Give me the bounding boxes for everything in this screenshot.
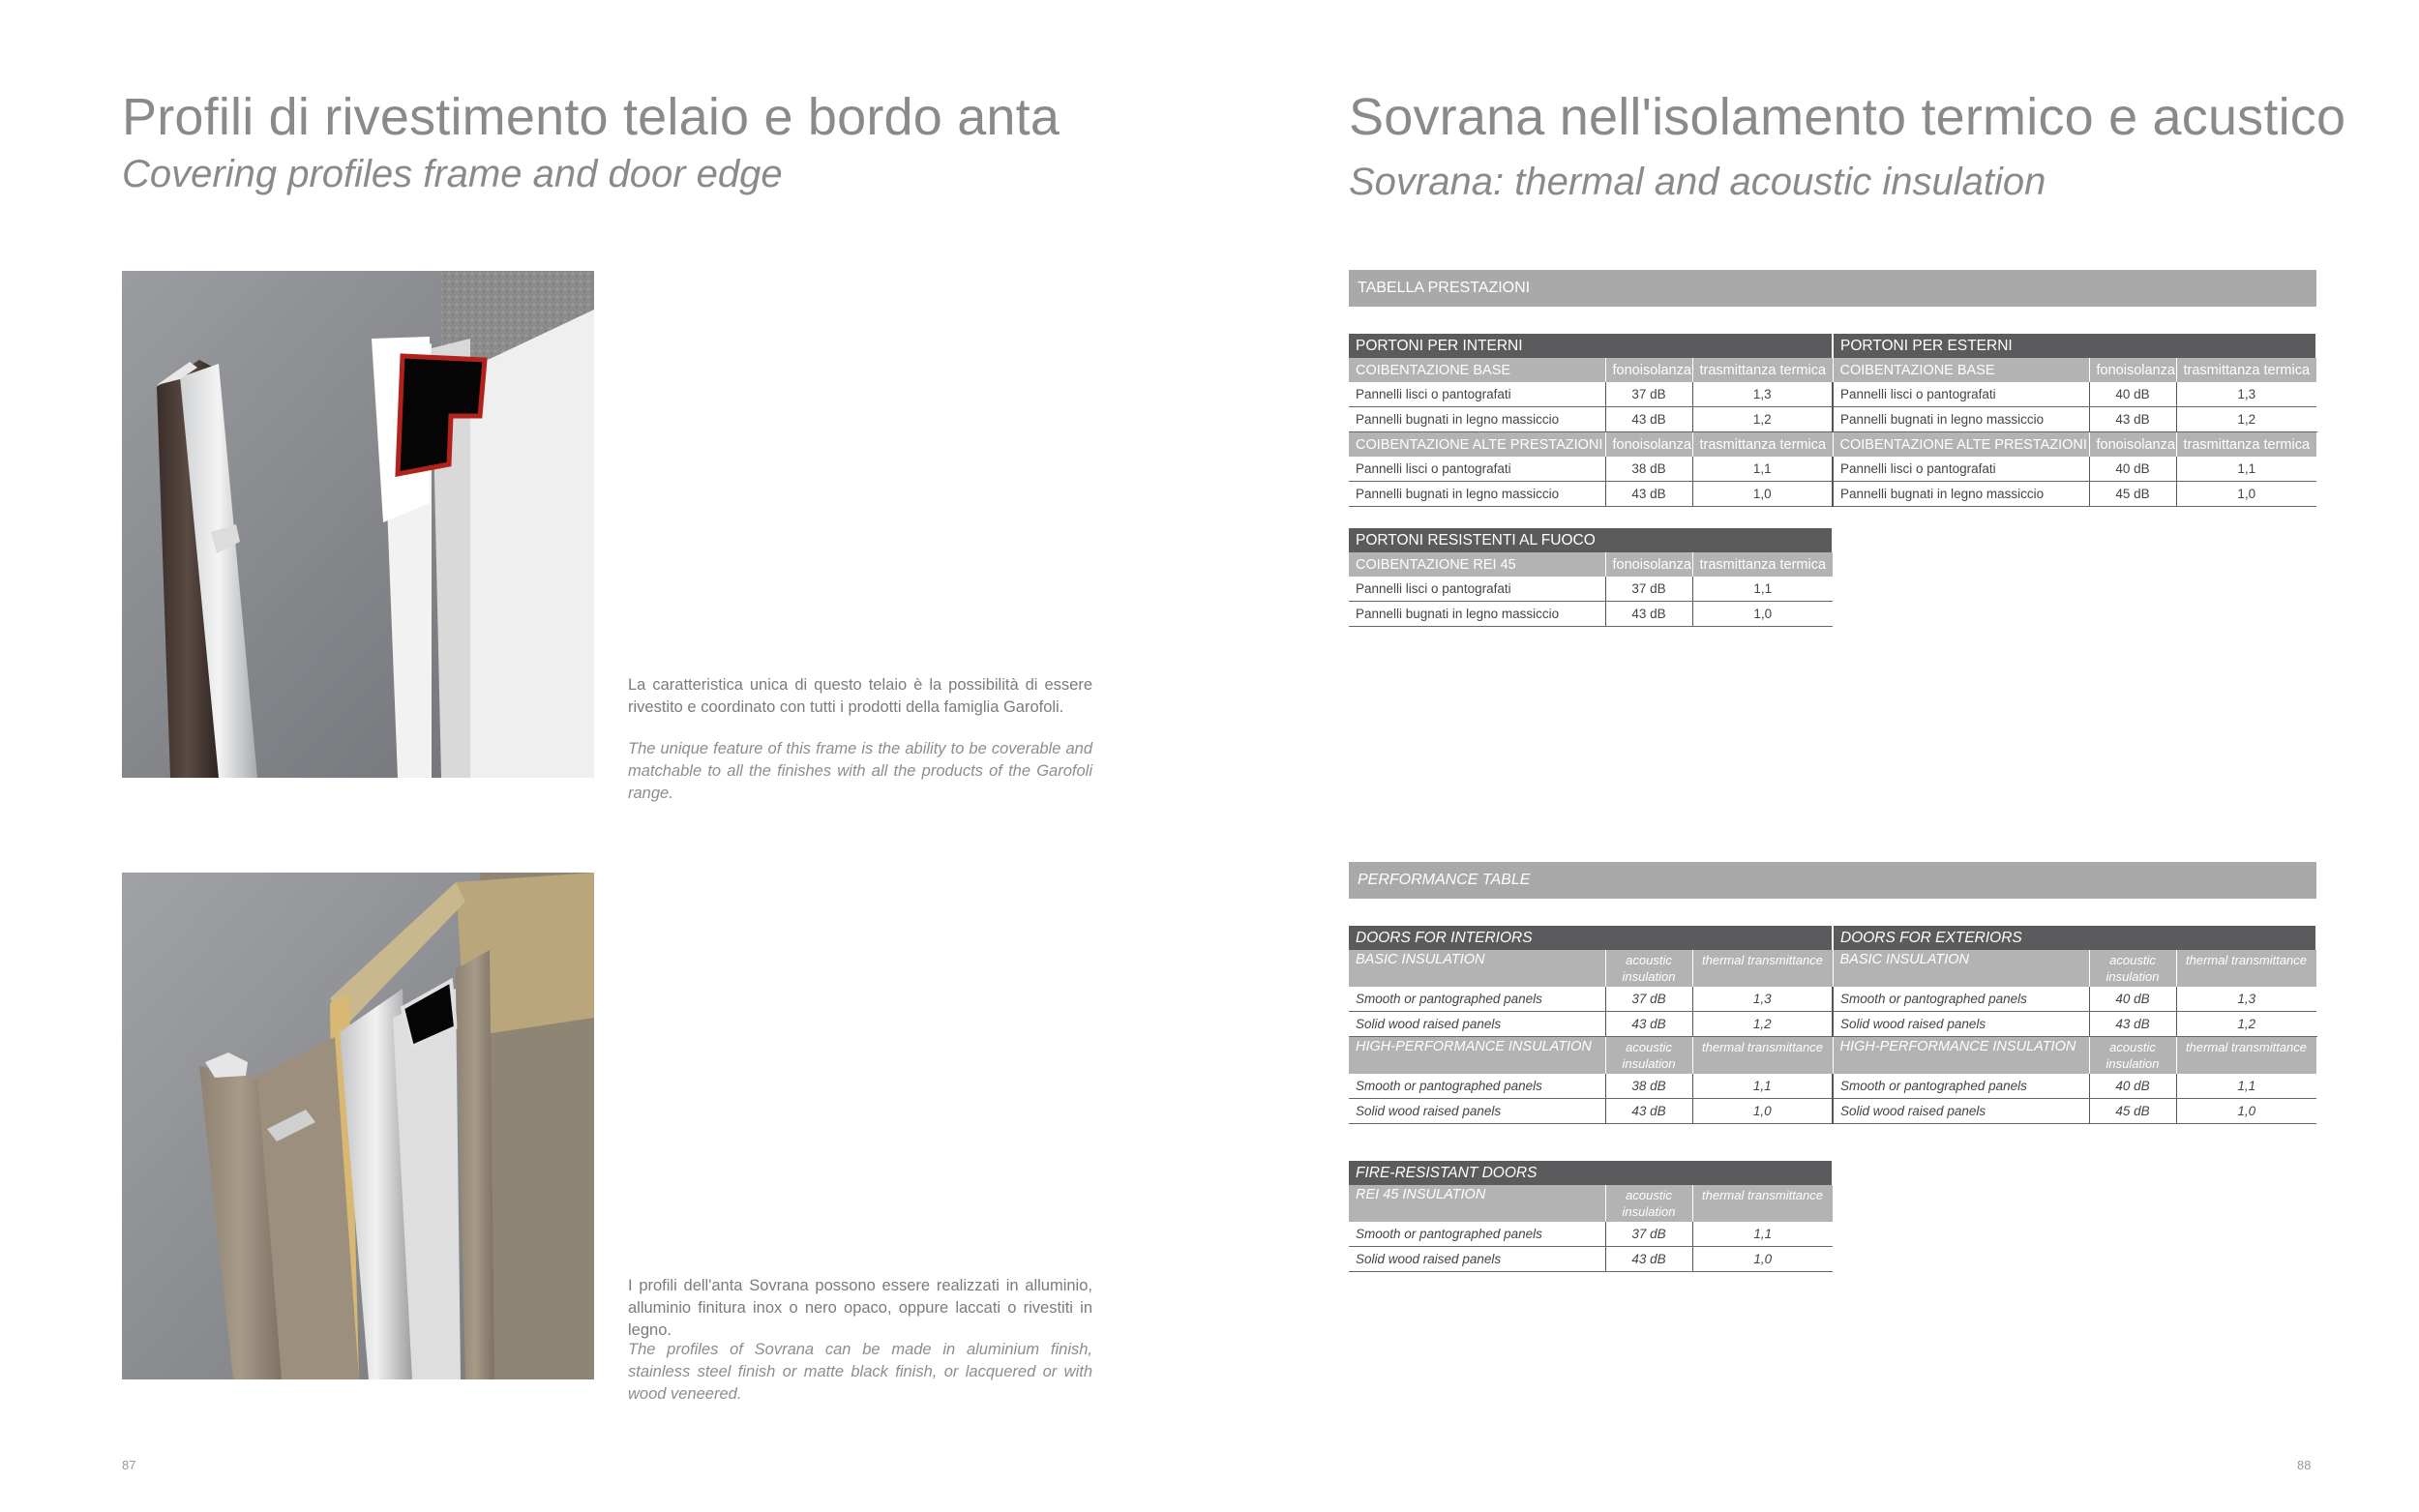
row-label: Pannelli lisci o pantografati [1349, 577, 1605, 602]
column-acoustic: fonoisolanza [1605, 432, 1692, 458]
basic-insulation-label: BASIC INSULATION [1833, 950, 2089, 987]
thermal-value: 1,2 [2176, 407, 2316, 432]
thermal-value: 1,1 [1692, 1074, 1833, 1099]
acoustic-value: 45 dB [2089, 482, 2176, 507]
row-label: Solid wood raised panels [1349, 1099, 1605, 1124]
high-performance-label: COIBENTAZIONE ALTE PRESTAZIONI [1349, 432, 1605, 458]
acoustic-value: 43 dB [1605, 602, 1692, 627]
interior-doors-header: PORTONI PER INTERNI [1349, 334, 1833, 358]
thermal-value: 1,1 [2176, 1074, 2316, 1099]
thermal-value: 1,2 [2176, 1012, 2316, 1037]
column-thermal: thermal transmittance [2176, 1037, 2316, 1075]
acoustic-value: 43 dB [1605, 407, 1692, 432]
table-row [1349, 1247, 1833, 1272]
row-label: Smooth or pantographed panels [1349, 1222, 1605, 1247]
table-subheader-row [1349, 552, 1833, 577]
table-header-row [1349, 926, 2316, 950]
table-subheader-row [1349, 1185, 1833, 1222]
column-acoustic: acoustic insulation [1605, 1037, 1692, 1075]
high-performance-label: HIGH-PERFORMANCE INSULATION [1833, 1037, 2089, 1075]
row-label: Pannelli bugnati in legno massiccio [1833, 407, 2089, 432]
acoustic-value: 37 dB [1605, 987, 1692, 1012]
row-label: Pannelli bugnati in legno massiccio [1349, 407, 1605, 432]
table-row [1349, 987, 2316, 1012]
frame-description-it: La caratteristica unica di questo telaio è la possibilità di essere rivestito e coordinato con tutti i prodotti della famiglia Garofoli. [628, 676, 1092, 716]
acoustic-value: 40 dB [2089, 1074, 2176, 1099]
acoustic-value: 40 dB [2089, 457, 2176, 482]
right-page-subtitle: Sovrana: thermal and acoustic insulation [1349, 161, 2046, 203]
column-thermal: thermal transmittance [1692, 1037, 1833, 1075]
page-number-left: 87 [122, 1458, 136, 1472]
row-label: Pannelli lisci o pantografati [1349, 382, 1605, 407]
frame-profile-photo [122, 271, 594, 778]
column-thermal: trasmittanza termica [1692, 432, 1833, 458]
interior-exterior-table-it [1349, 334, 2317, 507]
row-label: Smooth or pantographed panels [1833, 987, 2089, 1012]
thermal-value: 1,1 [1692, 1222, 1833, 1247]
acoustic-value: 43 dB [1605, 1247, 1692, 1272]
table-row [1349, 602, 1833, 627]
row-label: Pannelli bugnati in legno massiccio [1349, 602, 1605, 627]
row-label: Smooth or pantographed panels [1833, 1074, 2089, 1099]
table-row [1349, 577, 1833, 602]
column-acoustic: acoustic insulation [1605, 1185, 1692, 1222]
high-performance-label: HIGH-PERFORMANCE INSULATION [1349, 1037, 1605, 1075]
row-label: Solid wood raised panels [1349, 1012, 1605, 1037]
thermal-value: 1,2 [1692, 407, 1833, 432]
rei-insulation-label: COIBENTAZIONE REI 45 [1349, 552, 1605, 577]
fire-resistant-table-it [1349, 528, 1834, 627]
basic-insulation-label: BASIC INSULATION [1349, 950, 1605, 987]
exterior-doors-header: PORTONI PER ESTERNI [1833, 334, 2316, 358]
thermal-value: 1,3 [1692, 382, 1833, 407]
thermal-value: 1,0 [2176, 1099, 2316, 1124]
interior-doors-header: DOORS FOR INTERIORS [1349, 926, 1833, 950]
basic-insulation-label: COIBENTAZIONE BASE [1349, 358, 1605, 382]
acoustic-value: 43 dB [2089, 1012, 2176, 1037]
column-thermal: trasmittanza termica [2176, 358, 2316, 382]
row-label: Pannelli bugnati in legno massiccio [1833, 482, 2089, 507]
thermal-value: 1,1 [1692, 577, 1833, 602]
interior-exterior-table-en [1349, 926, 2317, 1124]
rei-insulation-label: REI 45 INSULATION [1349, 1185, 1605, 1222]
thermal-value: 1,3 [2176, 987, 2316, 1012]
table-row [1349, 1074, 2316, 1099]
thermal-value: 1,0 [2176, 482, 2316, 507]
column-acoustic: fonoisolanza [1605, 358, 1692, 382]
table-row [1349, 407, 2316, 432]
thermal-value: 1,0 [1692, 482, 1833, 507]
frame-description-en: The unique feature of this frame is the ability to be coverable and matchable to all the finishes with all the products of the Garofoli range. [628, 740, 1092, 802]
acoustic-value: 40 dB [2089, 382, 2176, 407]
thermal-value: 1,1 [2176, 457, 2316, 482]
row-label: Solid wood raised panels [1833, 1012, 2089, 1037]
page-number-right: 88 [2297, 1458, 2312, 1472]
column-thermal: thermal transmittance [1692, 950, 1833, 987]
acoustic-value: 43 dB [1605, 1099, 1692, 1124]
table-header-row [1349, 528, 1833, 552]
row-label: Pannelli lisci o pantografati [1833, 457, 2089, 482]
thermal-value: 1,3 [2176, 382, 2316, 407]
basic-insulation-label: COIBENTAZIONE BASE [1833, 358, 2089, 382]
acoustic-value: 43 dB [2089, 407, 2176, 432]
acoustic-value: 43 dB [1605, 482, 1692, 507]
performance-table-bar-it: TABELLA PRESTAZIONI [1349, 270, 2316, 307]
thermal-value: 1,2 [1692, 1012, 1833, 1037]
acoustic-value: 37 dB [1605, 382, 1692, 407]
column-acoustic: fonoisolanza [1605, 552, 1692, 577]
thermal-value: 1,3 [1692, 987, 1833, 1012]
table-row [1349, 482, 2316, 507]
door-edge-profile-photo [122, 873, 594, 1379]
row-label: Smooth or pantographed panels [1349, 1074, 1605, 1099]
column-thermal: trasmittanza termica [1692, 358, 1833, 382]
acoustic-value: 43 dB [1605, 1012, 1692, 1037]
thermal-value: 1,0 [1692, 602, 1833, 627]
table-subheader-row [1349, 950, 2316, 987]
column-acoustic: acoustic insulation [2089, 1037, 2176, 1075]
thermal-value: 1,0 [1692, 1099, 1833, 1124]
exterior-doors-header: DOORS FOR EXTERIORS [1833, 926, 2316, 950]
row-label: Solid wood raised panels [1833, 1099, 2089, 1124]
fire-doors-header: PORTONI RESISTENTI AL FUOCO [1349, 528, 1833, 552]
left-page-title: Profili di rivestimento telaio e bordo anta [122, 88, 1060, 146]
column-thermal: trasmittanza termica [2176, 432, 2316, 458]
table-row [1349, 1099, 2316, 1124]
row-label: Pannelli lisci o pantografati [1349, 457, 1605, 482]
fire-resistant-table-en [1349, 1161, 1834, 1272]
edge-description-en: The profiles of Sovrana can be made in aluminium finish, stainless steel finish or matte black finish, or lacquered or with wood veneered. [628, 1341, 1092, 1403]
high-performance-label: COIBENTAZIONE ALTE PRESTAZIONI [1833, 432, 2089, 458]
table-subheader-row [1349, 1037, 2316, 1075]
table-header-row [1349, 1161, 1833, 1185]
thermal-value: 1,1 [1692, 457, 1833, 482]
acoustic-value: 38 dB [1605, 457, 1692, 482]
column-thermal: thermal transmittance [2176, 950, 2316, 987]
acoustic-value: 40 dB [2089, 987, 2176, 1012]
thermal-value: 1,0 [1692, 1247, 1833, 1272]
left-page-subtitle: Covering profiles frame and door edge [122, 153, 783, 195]
table-header-row [1349, 334, 2316, 358]
acoustic-value: 38 dB [1605, 1074, 1692, 1099]
right-page-title: Sovrana nell'isolamento termico e acustico [1349, 88, 2346, 146]
performance-table-bar-en: PERFORMANCE TABLE [1349, 862, 2316, 899]
table-row [1349, 1012, 2316, 1037]
row-label: Pannelli lisci o pantografati [1833, 382, 2089, 407]
column-thermal: trasmittanza termica [1692, 552, 1833, 577]
table-subheader-row [1349, 432, 2316, 458]
acoustic-value: 37 dB [1605, 1222, 1692, 1247]
fire-doors-header: FIRE-RESISTANT DOORS [1349, 1161, 1833, 1185]
column-acoustic: fonoisolanza [2089, 432, 2176, 458]
table-subheader-row [1349, 358, 2316, 382]
table-row [1349, 1222, 1833, 1247]
table-row [1349, 457, 2316, 482]
column-acoustic: fonoisolanza [2089, 358, 2176, 382]
row-label: Pannelli bugnati in legno massiccio [1349, 482, 1605, 507]
row-label: Smooth or pantographed panels [1349, 987, 1605, 1012]
column-acoustic: acoustic insulation [2089, 950, 2176, 987]
table-row [1349, 382, 2316, 407]
acoustic-value: 45 dB [2089, 1099, 2176, 1124]
row-label: Solid wood raised panels [1349, 1247, 1605, 1272]
edge-description-it: I profili dell'anta Sovrana possono essere realizzati in alluminio, alluminio finitura inox o nero opaco, oppure laccati o rivestiti in legno. [628, 1277, 1092, 1339]
column-thermal: thermal transmittance [1692, 1185, 1833, 1222]
acoustic-value: 37 dB [1605, 577, 1692, 602]
column-acoustic: acoustic insulation [1605, 950, 1692, 987]
